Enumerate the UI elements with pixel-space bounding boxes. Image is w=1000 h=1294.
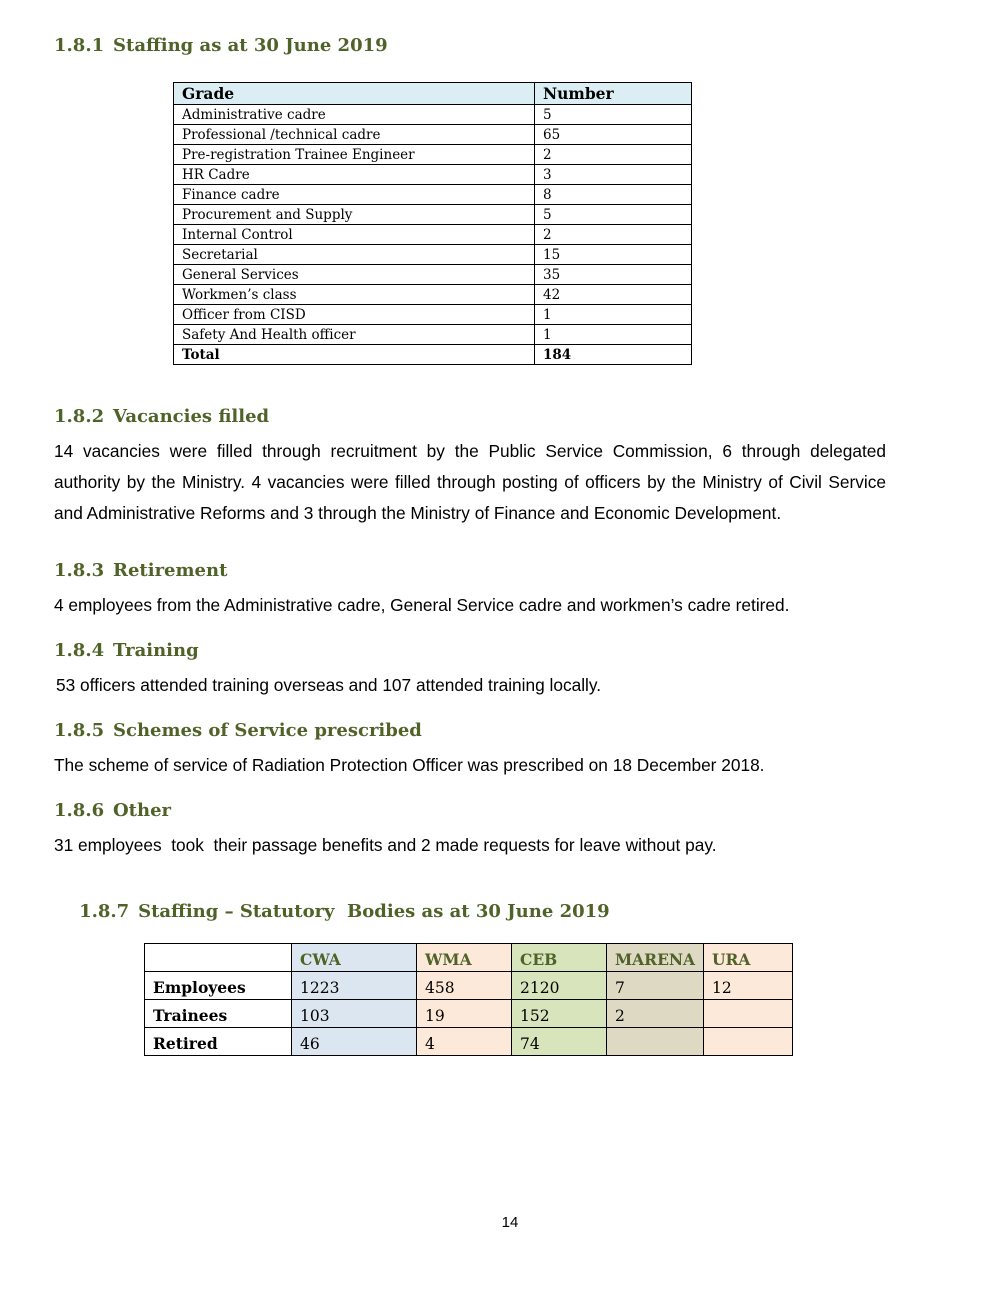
other-paragraph: 31 employees took their passage benefits and 2 made requests for leave without pay. bbox=[54, 835, 717, 855]
grade-cell: Administrative cadre bbox=[174, 105, 535, 125]
header-empty bbox=[145, 944, 292, 972]
marena-cell bbox=[607, 1028, 704, 1056]
table-row bbox=[174, 145, 692, 165]
number-cell: 42 bbox=[535, 285, 692, 305]
table-row bbox=[174, 225, 692, 245]
grade-cell: Procurement and Supply bbox=[174, 205, 535, 225]
heading-1-8-5: 1.8.5 Schemes of Service prescribed bbox=[54, 720, 422, 741]
marena-cell: 2 bbox=[607, 1000, 704, 1028]
header-cwa: CWA bbox=[292, 944, 417, 972]
table-row bbox=[174, 245, 692, 265]
heading-1-8-3: 1.8.3 Retirement bbox=[54, 560, 228, 581]
number-cell: 3 bbox=[535, 165, 692, 185]
heading-1-8-2: 1.8.2 Vacancies filled bbox=[54, 406, 270, 427]
table-header-row bbox=[145, 944, 793, 972]
table-row bbox=[145, 1000, 793, 1028]
grade-cell: General Services bbox=[174, 265, 535, 285]
ceb-cell: 74 bbox=[512, 1028, 607, 1056]
grade-cell: Officer from CISD bbox=[174, 305, 535, 325]
table-row bbox=[174, 125, 692, 145]
marena-cell: 7 bbox=[607, 972, 704, 1000]
number-cell: 65 bbox=[535, 125, 692, 145]
number-cell: 35 bbox=[535, 265, 692, 285]
ura-cell bbox=[704, 1028, 793, 1056]
heading-1-8-4: 1.8.4 Training bbox=[54, 640, 199, 661]
header-wma: WMA bbox=[417, 944, 512, 972]
retirement-paragraph: 4 employees from the Administrative cadre, General Service cadre and workmen’s cadre retired. bbox=[54, 595, 790, 615]
table-row bbox=[174, 185, 692, 205]
grade-cell: Workmen’s class bbox=[174, 285, 535, 305]
cwa-cell: 1223 bbox=[292, 972, 417, 1000]
table-row bbox=[174, 285, 692, 305]
header-ceb: CEB bbox=[512, 944, 607, 972]
grade-cell: Finance cadre bbox=[174, 185, 535, 205]
heading-1-8-1: 1.8.1 Staffing as at 30 June 2019 bbox=[54, 35, 388, 56]
number-cell: 2 bbox=[535, 145, 692, 165]
grade-cell: Safety And Health officer bbox=[174, 325, 535, 345]
statutory-bodies-table bbox=[144, 943, 793, 1056]
schemes-paragraph: The scheme of service of Radiation Protection Officer was prescribed on 18 December 2018. bbox=[54, 755, 765, 775]
page-number: 14 bbox=[501, 1214, 519, 1231]
table-row bbox=[174, 265, 692, 285]
number-cell: 1 bbox=[535, 325, 692, 345]
heading-1-8-6: 1.8.6 Other bbox=[54, 800, 172, 821]
number-cell: 15 bbox=[535, 245, 692, 265]
row-label: Trainees bbox=[145, 1000, 292, 1028]
staffing-table bbox=[173, 82, 692, 365]
table-row bbox=[174, 305, 692, 325]
ura-cell: 12 bbox=[704, 972, 793, 1000]
training-paragraph: 53 officers attended training overseas and 107 attended training locally. bbox=[56, 675, 602, 695]
header-grade: Grade bbox=[174, 83, 535, 105]
total-value: 184 bbox=[535, 345, 692, 365]
number-cell: 5 bbox=[535, 205, 692, 225]
vacancies-paragraph: 14 vacancies were filled through recruitment by the Public Service Commission, 6 through delegated authority by the Ministry. 4 vacancies were filled through posting of officers by the Ministry of Civil Service and Administrative Reforms and 3 through the Ministry of Finance and Economic Development. bbox=[54, 441, 886, 523]
grade-cell: HR Cadre bbox=[174, 165, 535, 185]
table-row bbox=[145, 1028, 793, 1056]
row-label: Retired bbox=[145, 1028, 292, 1056]
table-total-row bbox=[174, 345, 692, 365]
wma-cell: 458 bbox=[417, 972, 512, 1000]
grade-cell: Internal Control bbox=[174, 225, 535, 245]
table-row bbox=[174, 165, 692, 185]
heading-1-8-7: 1.8.7 Staffing – Statutory Bodies as at 30 June 2019 bbox=[79, 901, 610, 922]
ceb-cell: 152 bbox=[512, 1000, 607, 1028]
grade-cell: Pre-registration Trainee Engineer bbox=[174, 145, 535, 165]
grade-cell: Secretarial bbox=[174, 245, 535, 265]
table-row bbox=[174, 205, 692, 225]
table-header-row bbox=[174, 83, 692, 105]
ura-cell bbox=[704, 1000, 793, 1028]
table-row bbox=[174, 325, 692, 345]
number-cell: 1 bbox=[535, 305, 692, 325]
header-marena: MARENA bbox=[607, 944, 704, 972]
cwa-cell: 46 bbox=[292, 1028, 417, 1056]
row-label: Employees bbox=[145, 972, 292, 1000]
wma-cell: 4 bbox=[417, 1028, 512, 1056]
number-cell: 2 bbox=[535, 225, 692, 245]
header-number: Number bbox=[535, 83, 692, 105]
grade-cell: Professional /technical cadre bbox=[174, 125, 535, 145]
number-cell: 5 bbox=[535, 105, 692, 125]
table-row bbox=[174, 105, 692, 125]
total-label: Total bbox=[174, 345, 535, 365]
wma-cell: 19 bbox=[417, 1000, 512, 1028]
table-row bbox=[145, 972, 793, 1000]
header-ura: URA bbox=[704, 944, 793, 972]
ceb-cell: 2120 bbox=[512, 972, 607, 1000]
number-cell: 8 bbox=[535, 185, 692, 205]
cwa-cell: 103 bbox=[292, 1000, 417, 1028]
